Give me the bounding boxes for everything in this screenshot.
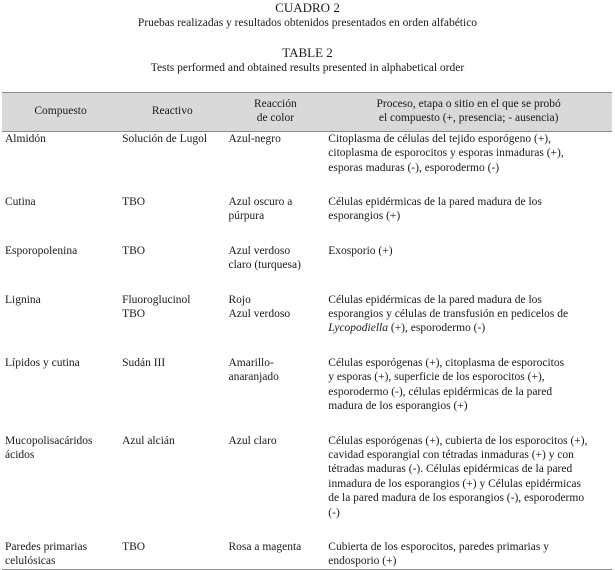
english-caption	[0, 46, 615, 75]
cell-process	[325, 195, 612, 224]
cell-compound-line: Esporopolenina	[5, 244, 78, 257]
spanish-table-title: CUADRO 2	[275, 0, 340, 15]
table-row	[2, 540, 612, 569]
spacer-cell	[119, 224, 225, 244]
cell-color-reaction	[225, 293, 325, 336]
header-compound-label: Compuesto	[34, 105, 87, 118]
cell-process-line: Células esporógenas (+), cubierta de los esporocitos (+),	[328, 434, 588, 447]
cell-reagent-line: Fluoroglucinol	[122, 293, 191, 306]
cell-process-line: Células epidérmicas de la pared madura de los	[328, 293, 542, 306]
cell-process	[325, 434, 612, 520]
spacer-cell	[2, 520, 119, 540]
cell-color-reaction-line: Azul verdoso	[228, 244, 291, 257]
spacer-cell	[2, 224, 119, 244]
cell-process-line: citoplasma de esporocitos y esporas inmaduras (+),	[328, 147, 564, 160]
spacer-cell	[325, 520, 612, 540]
cell-reagent-line: Azul alcián	[122, 434, 175, 447]
cell-process	[325, 293, 612, 336]
cell-compound-line: celulósicas	[5, 555, 56, 568]
cell-process-line: Exosporio (+)	[328, 244, 393, 257]
spacer-cell	[225, 175, 325, 195]
table-row	[2, 356, 612, 414]
cell-reagent-line: TBO	[122, 308, 146, 321]
cell-compound-line: Almidón	[5, 132, 46, 145]
cell-color-reaction-line: Azul oscuro a	[228, 196, 293, 209]
spacer-cell	[119, 414, 225, 434]
cell-process-line: (-)	[328, 506, 340, 519]
cell-process	[325, 540, 612, 569]
cell-reagent	[119, 244, 225, 273]
cell-compound	[2, 356, 119, 414]
spanish-caption	[0, 1, 615, 30]
cell-color-reaction	[225, 244, 325, 273]
spacer-cell	[225, 520, 325, 540]
spacer-cell	[119, 175, 225, 195]
spacer-cell	[225, 273, 325, 293]
cell-color-reaction-line: púrpura	[228, 210, 265, 223]
table-row	[2, 244, 612, 273]
cell-compound-line: Lípidos y cutina	[5, 356, 80, 369]
cell-reagent	[119, 356, 225, 414]
cell-process	[325, 356, 612, 414]
cell-process-line	[328, 321, 610, 335]
spacer-cell	[325, 175, 612, 195]
spacer-cell	[2, 273, 119, 293]
cell-compound-line: Mucopolisacáridos	[5, 434, 93, 447]
header-process-line: el compuesto (+, presencia; - ausencia)	[378, 112, 559, 125]
header-compound	[2, 93, 119, 132]
cell-color-reaction-line: Azul claro	[228, 434, 277, 447]
cell-color-reaction	[225, 195, 325, 224]
spacer-cell	[225, 336, 325, 356]
cell-reagent	[119, 195, 225, 224]
spanish-table-subtitle: Pruebas realizadas y resultados obtenidos presentados en orden alfabético	[137, 17, 478, 29]
cell-process-line: Células esporógenas (+), citoplasma de esporocitos	[328, 356, 565, 369]
cell-color-reaction-line: anaranjado	[228, 371, 279, 384]
table-body	[2, 131, 612, 569]
cell-reagent-line: TBO	[122, 244, 146, 257]
cell-process-line: esporas maduras (-), esporodermo (-)	[328, 161, 500, 174]
row-spacer	[2, 520, 612, 540]
header-color-reaction	[225, 93, 325, 132]
cell-color-reaction-line: claro (turquesa)	[228, 259, 301, 272]
header-reagent-label: Reactivo	[151, 105, 193, 118]
table-row	[2, 293, 612, 336]
cell-process-line: esporodermo (-), células epidérmicas de la pared	[328, 385, 553, 398]
cell-compound-line: Paredes primarias	[5, 540, 88, 553]
cell-compound	[2, 293, 119, 336]
cell-process	[325, 131, 612, 175]
cell-compound-line: Lignina	[5, 293, 41, 306]
cell-reagent-line: TBO	[122, 540, 146, 553]
spacer-cell	[325, 224, 612, 244]
cell-color-reaction	[225, 540, 325, 569]
spacer-cell	[119, 336, 225, 356]
cell-color-reaction-line: Azul-negro	[228, 132, 281, 145]
cell-color-reaction-line: Amarillo-	[228, 356, 274, 369]
cell-color-reaction-line: Rosa a magenta	[228, 540, 302, 553]
spacer-cell	[2, 414, 119, 434]
header-reagent	[119, 93, 225, 132]
spacer-cell	[325, 336, 612, 356]
cell-color-reaction-line: Azul verdoso	[228, 308, 291, 321]
spacer-cell	[325, 273, 612, 293]
row-spacer	[2, 414, 612, 434]
header-color-line: de color	[256, 112, 295, 125]
cell-reagent	[119, 434, 225, 520]
cell-compound	[2, 131, 119, 175]
cell-process	[325, 244, 612, 273]
cell-compound	[2, 540, 119, 569]
cell-process-line: Cubierta de los esporocitos, paredes primarias y	[328, 540, 549, 553]
header-process	[325, 93, 612, 132]
cell-process-line: inmadura de los esporangios (+) y Células epidérmicas	[328, 477, 581, 490]
cell-process-line: cavidad esporangial con tétradas inmaduras (+) y con	[328, 448, 574, 461]
english-table-title: TABLE 2	[282, 45, 333, 60]
row-spacer	[2, 273, 612, 293]
cell-color-reaction	[225, 434, 325, 520]
cell-process-line: Células epidérmicas de la pared madura de los	[328, 196, 542, 209]
cell-color-reaction	[225, 356, 325, 414]
spacer-cell	[119, 520, 225, 540]
spacer-cell	[225, 224, 325, 244]
cell-process-line: y esporas (+), superficie de los esporocitos (+),	[328, 371, 545, 384]
cell-reagent	[119, 131, 225, 175]
english-table-subtitle: Tests performed and obtained results presented in alphabetical order	[150, 62, 465, 74]
cell-process-line: Citoplasma de células del tejido esporógeno (+),	[328, 132, 551, 145]
spacer-cell	[225, 414, 325, 434]
cell-process-line: esporangios (+)	[328, 210, 401, 223]
header-color-line: Reacción	[253, 98, 297, 110]
cell-process-line: tétradas maduras (-). Células epidérmicas de la pared	[328, 463, 573, 476]
cell-reagent	[119, 293, 225, 336]
results-table	[2, 92, 612, 570]
cell-reagent	[119, 540, 225, 569]
species-name: Lycopodiella	[328, 322, 388, 335]
table-row	[2, 131, 612, 175]
cell-reagent-line: Sudán III	[122, 356, 166, 369]
cell-compound-line: ácidos	[5, 448, 35, 461]
spacer-cell	[2, 336, 119, 356]
table-row	[2, 195, 612, 224]
table-header	[2, 93, 612, 132]
spacer-cell	[119, 273, 225, 293]
cell-compound-line: Cutina	[5, 196, 36, 209]
cell-reagent-line: TBO	[122, 196, 146, 209]
cell-compound	[2, 195, 119, 224]
header-process-line: Proceso, etapa o sitio en el que se probó	[376, 98, 561, 110]
cell-process-line: esporangios y células de transfusión en pedicelos de	[328, 308, 569, 321]
spacer-cell	[325, 414, 612, 434]
process-tail-text: (+), esporodermo (-)	[387, 322, 486, 335]
cell-color-reaction-line: Rojo	[228, 293, 251, 306]
cell-process-line: de la pared madura de los esporangios (-), esporodermo	[328, 492, 585, 505]
cell-compound	[2, 244, 119, 273]
cell-color-reaction	[225, 131, 325, 175]
table-row	[2, 434, 612, 520]
cell-process-line: madura de los esporangios (+)	[328, 400, 468, 413]
cell-compound	[2, 434, 119, 520]
row-spacer	[2, 175, 612, 195]
cell-process-line: endosporio (+)	[328, 555, 397, 568]
header-row	[2, 93, 612, 132]
row-spacer	[2, 336, 612, 356]
row-spacer	[2, 224, 612, 244]
cell-reagent-line: Solución de Lugol	[122, 132, 208, 145]
spacer-cell	[2, 175, 119, 195]
